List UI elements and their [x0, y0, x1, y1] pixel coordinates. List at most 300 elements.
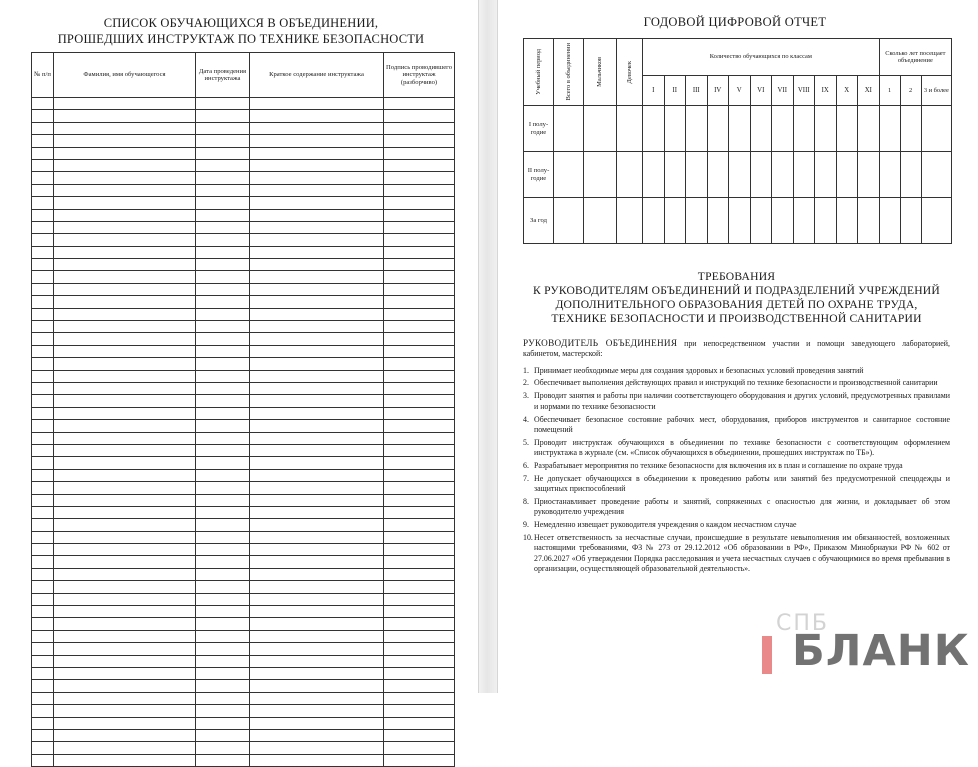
- list-cell[interactable]: [250, 556, 384, 568]
- list-cell[interactable]: [196, 556, 250, 568]
- list-cell[interactable]: [54, 308, 196, 320]
- list-cell[interactable]: [54, 482, 196, 494]
- report-cell[interactable]: [664, 152, 686, 198]
- list-cell[interactable]: [196, 98, 250, 110]
- list-cell[interactable]: [196, 506, 250, 518]
- report-cell[interactable]: [858, 198, 880, 244]
- list-cell[interactable]: [196, 742, 250, 754]
- report-cell[interactable]: [643, 152, 665, 198]
- report-cell[interactable]: [617, 152, 643, 198]
- list-cell[interactable]: [196, 370, 250, 382]
- list-cell[interactable]: [384, 457, 455, 469]
- list-cell[interactable]: [196, 382, 250, 394]
- report-cell[interactable]: [836, 106, 858, 152]
- list-cell[interactable]: [32, 122, 54, 134]
- list-cell[interactable]: [32, 531, 54, 543]
- list-cell[interactable]: [54, 729, 196, 741]
- list-cell[interactable]: [250, 754, 384, 766]
- list-cell[interactable]: [32, 407, 54, 419]
- list-cell[interactable]: [250, 643, 384, 655]
- report-cell[interactable]: [900, 152, 921, 198]
- list-cell[interactable]: [250, 432, 384, 444]
- list-cell[interactable]: [32, 494, 54, 506]
- list-cell[interactable]: [196, 345, 250, 357]
- list-cell[interactable]: [54, 296, 196, 308]
- list-cell[interactable]: [32, 655, 54, 667]
- list-cell[interactable]: [54, 221, 196, 233]
- list-cell[interactable]: [384, 556, 455, 568]
- list-cell[interactable]: [196, 172, 250, 184]
- list-cell[interactable]: [54, 345, 196, 357]
- list-cell[interactable]: [32, 581, 54, 593]
- list-cell[interactable]: [384, 172, 455, 184]
- list-cell[interactable]: [54, 444, 196, 456]
- list-cell[interactable]: [54, 271, 196, 283]
- list-cell[interactable]: [384, 643, 455, 655]
- list-cell[interactable]: [54, 667, 196, 679]
- report-cell[interactable]: [772, 106, 794, 152]
- list-cell[interactable]: [384, 221, 455, 233]
- report-cell[interactable]: [815, 152, 837, 198]
- list-cell[interactable]: [384, 630, 455, 642]
- report-cell[interactable]: [554, 198, 584, 244]
- list-cell[interactable]: [54, 122, 196, 134]
- list-cell[interactable]: [384, 209, 455, 221]
- report-cell[interactable]: [643, 106, 665, 152]
- list-cell[interactable]: [196, 358, 250, 370]
- list-cell[interactable]: [54, 531, 196, 543]
- list-cell[interactable]: [250, 395, 384, 407]
- list-cell[interactable]: [196, 568, 250, 580]
- list-cell[interactable]: [384, 147, 455, 159]
- list-cell[interactable]: [32, 482, 54, 494]
- list-cell[interactable]: [250, 667, 384, 679]
- list-cell[interactable]: [250, 135, 384, 147]
- list-cell[interactable]: [384, 234, 455, 246]
- list-cell[interactable]: [32, 717, 54, 729]
- list-cell[interactable]: [32, 705, 54, 717]
- report-cell[interactable]: [900, 106, 921, 152]
- list-cell[interactable]: [196, 395, 250, 407]
- list-cell[interactable]: [32, 221, 54, 233]
- report-cell[interactable]: [793, 106, 815, 152]
- list-cell[interactable]: [384, 184, 455, 196]
- list-cell[interactable]: [54, 630, 196, 642]
- list-cell[interactable]: [384, 110, 455, 122]
- list-cell[interactable]: [384, 618, 455, 630]
- list-cell[interactable]: [250, 568, 384, 580]
- list-cell[interactable]: [384, 246, 455, 258]
- list-cell[interactable]: [196, 283, 250, 295]
- list-cell[interactable]: [32, 271, 54, 283]
- report-cell[interactable]: [584, 152, 617, 198]
- report-cell[interactable]: [686, 106, 708, 152]
- list-cell[interactable]: [54, 159, 196, 171]
- list-cell[interactable]: [384, 259, 455, 271]
- list-cell[interactable]: [250, 655, 384, 667]
- list-cell[interactable]: [54, 209, 196, 221]
- list-cell[interactable]: [54, 98, 196, 110]
- list-cell[interactable]: [32, 382, 54, 394]
- list-cell[interactable]: [196, 321, 250, 333]
- list-cell[interactable]: [54, 382, 196, 394]
- report-cell[interactable]: [750, 152, 772, 198]
- list-cell[interactable]: [54, 259, 196, 271]
- list-cell[interactable]: [32, 469, 54, 481]
- list-cell[interactable]: [250, 444, 384, 456]
- list-cell[interactable]: [196, 122, 250, 134]
- list-cell[interactable]: [250, 209, 384, 221]
- list-cell[interactable]: [250, 382, 384, 394]
- list-cell[interactable]: [250, 159, 384, 171]
- list-cell[interactable]: [384, 432, 455, 444]
- list-cell[interactable]: [250, 705, 384, 717]
- list-cell[interactable]: [32, 147, 54, 159]
- list-cell[interactable]: [384, 135, 455, 147]
- report-cell[interactable]: [815, 198, 837, 244]
- list-cell[interactable]: [384, 581, 455, 593]
- list-cell[interactable]: [32, 98, 54, 110]
- list-cell[interactable]: [384, 655, 455, 667]
- list-cell[interactable]: [384, 395, 455, 407]
- list-cell[interactable]: [196, 135, 250, 147]
- list-cell[interactable]: [54, 692, 196, 704]
- list-cell[interactable]: [384, 568, 455, 580]
- list-cell[interactable]: [32, 135, 54, 147]
- list-cell[interactable]: [54, 321, 196, 333]
- list-cell[interactable]: [54, 283, 196, 295]
- list-cell[interactable]: [250, 692, 384, 704]
- list-cell[interactable]: [54, 754, 196, 766]
- list-cell[interactable]: [32, 568, 54, 580]
- list-cell[interactable]: [54, 581, 196, 593]
- list-cell[interactable]: [54, 358, 196, 370]
- report-cell[interactable]: [836, 198, 858, 244]
- list-cell[interactable]: [196, 184, 250, 196]
- list-cell[interactable]: [250, 420, 384, 432]
- list-cell[interactable]: [384, 296, 455, 308]
- report-cell[interactable]: [879, 152, 900, 198]
- list-cell[interactable]: [196, 729, 250, 741]
- report-cell[interactable]: [921, 106, 952, 152]
- list-cell[interactable]: [54, 717, 196, 729]
- list-cell[interactable]: [196, 308, 250, 320]
- list-cell[interactable]: [196, 531, 250, 543]
- list-cell[interactable]: [54, 506, 196, 518]
- list-cell[interactable]: [54, 618, 196, 630]
- report-cell[interactable]: [793, 152, 815, 198]
- list-cell[interactable]: [384, 382, 455, 394]
- list-cell[interactable]: [250, 469, 384, 481]
- list-cell[interactable]: [384, 754, 455, 766]
- list-cell[interactable]: [196, 655, 250, 667]
- list-cell[interactable]: [32, 246, 54, 258]
- list-cell[interactable]: [32, 345, 54, 357]
- list-cell[interactable]: [54, 742, 196, 754]
- list-cell[interactable]: [196, 544, 250, 556]
- list-cell[interactable]: [250, 184, 384, 196]
- report-cell[interactable]: [584, 106, 617, 152]
- list-cell[interactable]: [32, 444, 54, 456]
- list-cell[interactable]: [250, 246, 384, 258]
- list-cell[interactable]: [196, 457, 250, 469]
- report-cell[interactable]: [921, 198, 952, 244]
- report-cell[interactable]: [879, 106, 900, 152]
- list-cell[interactable]: [196, 259, 250, 271]
- list-cell[interactable]: [32, 754, 54, 766]
- report-cell[interactable]: [707, 106, 729, 152]
- list-cell[interactable]: [32, 742, 54, 754]
- list-cell[interactable]: [250, 457, 384, 469]
- list-cell[interactable]: [54, 432, 196, 444]
- list-cell[interactable]: [196, 159, 250, 171]
- list-cell[interactable]: [384, 98, 455, 110]
- list-cell[interactable]: [54, 568, 196, 580]
- list-cell[interactable]: [32, 159, 54, 171]
- report-cell[interactable]: [617, 198, 643, 244]
- list-cell[interactable]: [54, 197, 196, 209]
- list-cell[interactable]: [54, 457, 196, 469]
- list-cell[interactable]: [250, 98, 384, 110]
- list-cell[interactable]: [384, 345, 455, 357]
- list-cell[interactable]: [196, 618, 250, 630]
- list-cell[interactable]: [196, 110, 250, 122]
- list-cell[interactable]: [32, 259, 54, 271]
- list-cell[interactable]: [32, 556, 54, 568]
- report-cell[interactable]: [750, 106, 772, 152]
- list-cell[interactable]: [54, 420, 196, 432]
- list-cell[interactable]: [196, 705, 250, 717]
- list-cell[interactable]: [196, 209, 250, 221]
- list-cell[interactable]: [384, 283, 455, 295]
- list-cell[interactable]: [384, 705, 455, 717]
- list-cell[interactable]: [196, 680, 250, 692]
- list-cell[interactable]: [32, 283, 54, 295]
- list-cell[interactable]: [196, 296, 250, 308]
- list-cell[interactable]: [54, 606, 196, 618]
- list-cell[interactable]: [250, 197, 384, 209]
- list-cell[interactable]: [250, 729, 384, 741]
- list-cell[interactable]: [32, 519, 54, 531]
- list-cell[interactable]: [250, 308, 384, 320]
- list-cell[interactable]: [384, 742, 455, 754]
- list-cell[interactable]: [196, 469, 250, 481]
- list-cell[interactable]: [32, 667, 54, 679]
- list-cell[interactable]: [196, 754, 250, 766]
- report-cell[interactable]: [879, 198, 900, 244]
- report-cell[interactable]: [858, 152, 880, 198]
- report-cell[interactable]: [664, 198, 686, 244]
- list-cell[interactable]: [384, 333, 455, 345]
- list-cell[interactable]: [32, 420, 54, 432]
- list-cell[interactable]: [384, 321, 455, 333]
- list-cell[interactable]: [384, 717, 455, 729]
- list-cell[interactable]: [32, 197, 54, 209]
- list-cell[interactable]: [196, 482, 250, 494]
- list-cell[interactable]: [250, 482, 384, 494]
- list-cell[interactable]: [196, 643, 250, 655]
- list-cell[interactable]: [384, 729, 455, 741]
- report-cell[interactable]: [686, 198, 708, 244]
- list-cell[interactable]: [32, 606, 54, 618]
- list-cell[interactable]: [54, 680, 196, 692]
- list-cell[interactable]: [196, 147, 250, 159]
- list-cell[interactable]: [250, 234, 384, 246]
- report-cell[interactable]: [858, 106, 880, 152]
- list-cell[interactable]: [250, 506, 384, 518]
- report-cell[interactable]: [554, 152, 584, 198]
- list-cell[interactable]: [54, 643, 196, 655]
- list-cell[interactable]: [250, 593, 384, 605]
- list-cell[interactable]: [32, 630, 54, 642]
- list-cell[interactable]: [196, 667, 250, 679]
- list-cell[interactable]: [384, 544, 455, 556]
- report-cell[interactable]: [729, 152, 751, 198]
- list-cell[interactable]: [196, 593, 250, 605]
- list-cell[interactable]: [32, 618, 54, 630]
- list-cell[interactable]: [54, 469, 196, 481]
- list-cell[interactable]: [196, 407, 250, 419]
- list-cell[interactable]: [32, 358, 54, 370]
- list-cell[interactable]: [54, 333, 196, 345]
- list-cell[interactable]: [250, 606, 384, 618]
- list-cell[interactable]: [32, 643, 54, 655]
- list-cell[interactable]: [384, 692, 455, 704]
- report-cell[interactable]: [707, 152, 729, 198]
- list-cell[interactable]: [32, 593, 54, 605]
- list-cell[interactable]: [32, 110, 54, 122]
- list-cell[interactable]: [250, 221, 384, 233]
- list-cell[interactable]: [54, 407, 196, 419]
- report-cell[interactable]: [836, 152, 858, 198]
- list-cell[interactable]: [32, 172, 54, 184]
- list-cell[interactable]: [384, 482, 455, 494]
- list-cell[interactable]: [54, 655, 196, 667]
- list-cell[interactable]: [384, 531, 455, 543]
- list-cell[interactable]: [54, 184, 196, 196]
- list-cell[interactable]: [384, 308, 455, 320]
- list-cell[interactable]: [384, 494, 455, 506]
- report-cell[interactable]: [750, 198, 772, 244]
- list-cell[interactable]: [54, 172, 196, 184]
- list-cell[interactable]: [32, 506, 54, 518]
- report-cell[interactable]: [707, 198, 729, 244]
- list-cell[interactable]: [250, 618, 384, 630]
- list-cell[interactable]: [32, 692, 54, 704]
- list-cell[interactable]: [196, 271, 250, 283]
- list-cell[interactable]: [196, 581, 250, 593]
- list-cell[interactable]: [250, 296, 384, 308]
- list-cell[interactable]: [384, 197, 455, 209]
- list-cell[interactable]: [196, 420, 250, 432]
- list-cell[interactable]: [384, 159, 455, 171]
- report-cell[interactable]: [900, 198, 921, 244]
- list-cell[interactable]: [196, 519, 250, 531]
- report-cell[interactable]: [772, 152, 794, 198]
- report-cell[interactable]: [554, 106, 584, 152]
- report-cell[interactable]: [815, 106, 837, 152]
- list-cell[interactable]: [384, 506, 455, 518]
- list-cell[interactable]: [32, 544, 54, 556]
- list-cell[interactable]: [384, 606, 455, 618]
- list-cell[interactable]: [196, 692, 250, 704]
- list-cell[interactable]: [54, 110, 196, 122]
- list-cell[interactable]: [32, 333, 54, 345]
- list-cell[interactable]: [250, 110, 384, 122]
- list-cell[interactable]: [250, 581, 384, 593]
- report-cell[interactable]: [584, 198, 617, 244]
- list-cell[interactable]: [196, 197, 250, 209]
- list-cell[interactable]: [250, 544, 384, 556]
- list-cell[interactable]: [196, 606, 250, 618]
- list-cell[interactable]: [384, 519, 455, 531]
- list-cell[interactable]: [32, 308, 54, 320]
- list-cell[interactable]: [54, 556, 196, 568]
- list-cell[interactable]: [196, 432, 250, 444]
- list-cell[interactable]: [32, 370, 54, 382]
- list-cell[interactable]: [384, 469, 455, 481]
- list-cell[interactable]: [384, 271, 455, 283]
- list-cell[interactable]: [32, 184, 54, 196]
- report-cell[interactable]: [686, 152, 708, 198]
- list-cell[interactable]: [250, 494, 384, 506]
- list-cell[interactable]: [196, 717, 250, 729]
- list-cell[interactable]: [54, 135, 196, 147]
- list-cell[interactable]: [384, 444, 455, 456]
- list-cell[interactable]: [54, 494, 196, 506]
- list-cell[interactable]: [32, 680, 54, 692]
- list-cell[interactable]: [250, 345, 384, 357]
- list-cell[interactable]: [250, 358, 384, 370]
- list-cell[interactable]: [384, 667, 455, 679]
- report-cell[interactable]: [643, 198, 665, 244]
- list-cell[interactable]: [250, 717, 384, 729]
- list-cell[interactable]: [32, 296, 54, 308]
- list-cell[interactable]: [384, 407, 455, 419]
- list-cell[interactable]: [384, 680, 455, 692]
- list-cell[interactable]: [54, 234, 196, 246]
- list-cell[interactable]: [250, 333, 384, 345]
- list-cell[interactable]: [54, 147, 196, 159]
- list-cell[interactable]: [250, 283, 384, 295]
- list-cell[interactable]: [384, 593, 455, 605]
- list-cell[interactable]: [32, 432, 54, 444]
- report-cell[interactable]: [793, 198, 815, 244]
- list-cell[interactable]: [250, 147, 384, 159]
- list-cell[interactable]: [32, 321, 54, 333]
- list-cell[interactable]: [54, 544, 196, 556]
- list-cell[interactable]: [250, 271, 384, 283]
- list-cell[interactable]: [32, 395, 54, 407]
- list-cell[interactable]: [250, 321, 384, 333]
- list-cell[interactable]: [250, 519, 384, 531]
- report-cell[interactable]: [617, 106, 643, 152]
- list-cell[interactable]: [196, 221, 250, 233]
- report-cell[interactable]: [664, 106, 686, 152]
- list-cell[interactable]: [384, 122, 455, 134]
- list-cell[interactable]: [384, 370, 455, 382]
- list-cell[interactable]: [54, 370, 196, 382]
- list-cell[interactable]: [250, 630, 384, 642]
- list-cell[interactable]: [250, 742, 384, 754]
- list-cell[interactable]: [196, 630, 250, 642]
- list-cell[interactable]: [32, 234, 54, 246]
- list-cell[interactable]: [250, 172, 384, 184]
- list-cell[interactable]: [54, 593, 196, 605]
- list-cell[interactable]: [32, 457, 54, 469]
- list-cell[interactable]: [250, 259, 384, 271]
- list-cell[interactable]: [384, 358, 455, 370]
